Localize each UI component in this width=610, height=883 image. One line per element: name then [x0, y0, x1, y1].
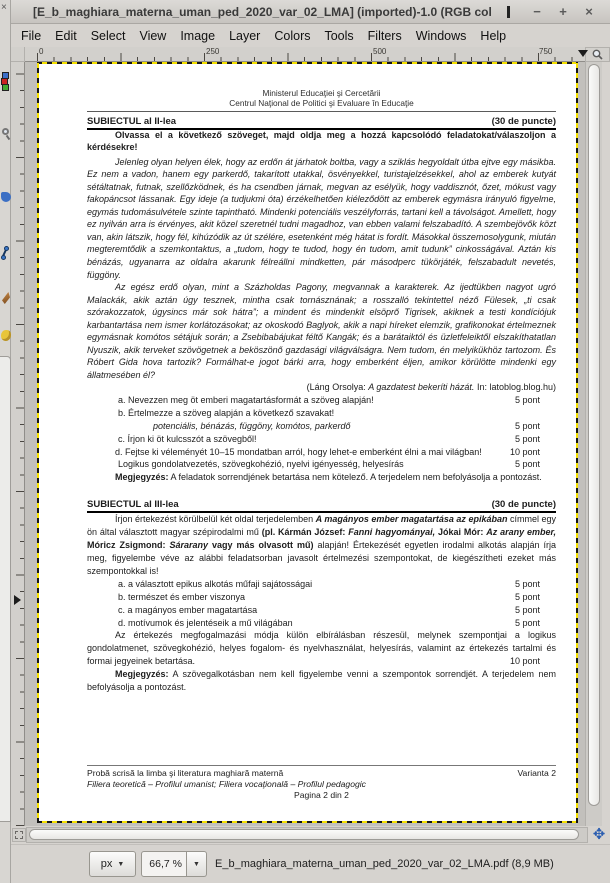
horizontal-scroll-row — [11, 826, 610, 844]
menu-windows[interactable]: Windows — [415, 28, 467, 43]
subject2-points: (30 de puncte) — [491, 116, 556, 127]
perspective-tool-icon[interactable] — [1, 192, 11, 208]
menu-select[interactable]: Select — [90, 28, 126, 43]
task-row: a. a választott epikus alkotás műfaji sajátosságai 5 pont — [118, 578, 540, 589]
footer-page-number: Pagina 2 din 2 — [294, 790, 349, 800]
pencil-tool-icon[interactable] — [1, 292, 11, 308]
subject2-note: Megjegyzés: A feladatok sorrendjének betartása nem kötelező. A terjedelem nem befolyásolja a pontozást. — [115, 472, 542, 483]
ruler-row — [11, 47, 610, 62]
subject3-criteria: Az értekezés megfogalmazási módja külön elbírálásban részesül, melynek szempontjai a logikus gondolatmenet, szövegkohézió, helyes fogalom- és nyelvhasználat, helyesírás, valamint az értekezés tartalmi és formai jegyeinek betartása. 10 pont — [87, 630, 556, 667]
maximize-button[interactable]: + — [559, 4, 567, 19]
footer-divider — [87, 765, 556, 766]
menubar — [11, 24, 610, 47]
menu-image[interactable]: Image — [180, 28, 216, 43]
source-attribution: (Láng Orsolya: A gazdatest bekeríti házát. In: latoblog.blog.hu) — [306, 382, 556, 393]
toolbox-close-icon[interactable]: × — [1, 2, 7, 13]
task-row: c. a magányos ember magatartása 5 pont — [118, 604, 540, 615]
zoom-level-input[interactable] — [141, 851, 187, 877]
layer-boundary-right — [576, 62, 578, 823]
horizontal-scrollbar-thumb[interactable] — [29, 829, 579, 840]
ministry-header — [87, 88, 556, 108]
vertical-scrollbar[interactable] — [585, 62, 602, 826]
gimp-image-window — [11, 0, 610, 883]
task-row: potenciális, bénázás, függöny, komótos, parkerdő 5 pont — [153, 420, 540, 431]
menu-colors[interactable]: Colors — [274, 28, 311, 43]
subject3-note: Megjegyzés: A szövegalkotásban nem kell figyelembe venni a szempontok sorrendjét. A terjedelem nem befolyásolja a pontozást. — [87, 669, 556, 693]
document-page — [37, 62, 578, 823]
file-info-status: E_b_maghiara_materna_uman_ped_2020_var_02_LMA.pdf (8,9 MB) — [215, 858, 554, 870]
task-row: c. Írjon ki öt kulcsszót a szövegből! 5 pont — [118, 433, 540, 444]
task-row: b. Értelmezze a szöveg alapján a következő szavakat! — [118, 407, 335, 418]
subject2-paragraph2: Az egész erdő olyan, mint a Százholdas Pagony, megvannak a karakterek. Az ijedtükben nagyot ugró Malackák, akik aztán úgy tesznek, mintha csak tornásznának; a rosszalló tekintettel néző Fülesek, „ti csak szórakozzatok, úgysincs már sok hátra”; a mindent és mindenkit elsöprő Tigrisek, akiknek a testi kondíciójuk karbantartása nem ismer korlátozásokat; az okoskodó Baglyok, akik a napi híreket elemzik, grafikonokat értelmeznek egymásnak komótos sétájuk során; a Zsebibabájukat féltő Kangák; és a barátaiktól és üzletfeleiktől elszakíthatatlan Nyuszik, akik terveket szövögetnek a beköszönő gazdasági világválságra. Nem tudom, én melyikükhöz tartozom. És Róbert Gida hova tartozik? Formálhat-e jogot bárki arra, hogy emberként éljen, amikor körülötte mindenki egy állatmesében él? — [87, 282, 556, 380]
titlebar[interactable] — [11, 0, 610, 24]
subject3-title: SUBIECTUL al III-lea — [87, 499, 179, 511]
page-footer — [87, 765, 556, 801]
subject3-points: (30 de puncte) — [491, 499, 556, 511]
subject3-intro: Írjon értekezést körülbelül két oldal terjedelemben A magányos ember magatartása az epikában címmel egy ön által választott magyar szépirodalmi mű (pl. Kármán József: Fanni hagyományai, Jókai Mór: Az arany ember, Móricz Zsigmond: Sárarany vagy más olvasott mű) alapján! Értekezését egyetlen irodalmi alkotás alapján írja meg, figyelembe véve az alábbi feladatsorban javasolt értelmezési szempontokat, de kiegészítheti ezeket más szempontokkal is! — [87, 514, 556, 576]
footer-profile: Filiera teoretică – Profilul umanist; Filiera vocaţională – Profilul pedagogic — [87, 779, 366, 789]
magnifier-icon — [592, 49, 603, 60]
tool-options-panel-edge — [0, 356, 11, 822]
smudge-tool-icon[interactable] — [1, 330, 11, 346]
menu-help[interactable]: Help — [480, 28, 507, 43]
statusbar — [11, 844, 610, 883]
zoom-follow-window-button[interactable] — [585, 47, 610, 62]
unit-select[interactable] — [89, 851, 136, 877]
footer-exam-name: Probă scrisă la limba şi literatura maghiară maternă — [87, 768, 284, 778]
window-title: [E_b_maghiara_materna_uman_ped_2020_var_02_LMA] (imported)-1.0 (RGB col — [33, 4, 492, 19]
header-divider — [87, 111, 556, 112]
subject3-heading — [87, 499, 556, 513]
layer-boundary-left — [37, 62, 39, 823]
footer-variant: Varianta 2 — [517, 768, 556, 778]
close-button[interactable]: × — [585, 4, 593, 19]
pointer-position-marker — [578, 50, 588, 57]
subject2-paragraph1: Jelenleg olyan helyen élek, hogy az erdőn át járhatok boltba, vagy a sziklás hegyoldalt útba ejtve egy másikba. Ez nem a vadon, hanem egy parkerdő, takarított utakkal, ösvényekkel, turistajelzésekkel, ahol az emberek kutyát sétáltatnak, futnak, szellőzködnek, és ha csendben járnak, megvan az esélyük, hogy vaddisznót, őzet, mókust vagy fakopáncsot lássanak. Egy ideje (a tudjukmi óta) érzékelhetően kiéleződött az emberek egymásra irányuló figyelme, egymás tudomásulvétele szinte tapintható. Mindenki potenciális veszélyforrás, tartani kell a távolságot. Amellett, hogy ez nyilván arra is érvényes, akit közel szeretnél tudni magadhoz, van ebben valami felszabadító. A szembejövők közt van, akin látszik, hogy fél, kihúzódik az út szélére, esetenként még hátat is fordít. Másokkal összemosolygunk, miután megteremtődik a szemkontaktus, a „tudom, hogy te tudod, hogy én tudom, amit tudunk” cinkosságával. Aztán kis bénázás, ugyanarra az oldalra akarunk félreállni mindketten, pár másodperc tükörjáték, felszabadult nevetés, függöny. — [87, 156, 556, 280]
ruler-label: 0 — [39, 47, 44, 56]
chevron-down-icon: ▼ — [117, 860, 125, 868]
header-line2: Centrul Naţional de Politici şi Evaluare în Educaţie — [229, 98, 414, 108]
task-row: b. természet és ember viszonya 5 pont — [118, 591, 540, 602]
zoom-value: 66,7 % — [149, 858, 182, 870]
document-content — [37, 62, 578, 823]
task-row: a. Nevezzen meg öt emberi magatartásformát a szöveg alapján! 5 pont — [118, 394, 540, 405]
zoom-dropdown-button[interactable] — [187, 851, 207, 877]
unit-label: px — [100, 858, 113, 870]
ruler-label: 750 — [539, 47, 553, 56]
task-row: d. motívumok és jelentéseik a mű világában 5 pont — [118, 617, 540, 628]
menu-filters[interactable]: Filters — [367, 28, 402, 43]
menu-file[interactable]: File — [21, 28, 42, 43]
vertical-ruler[interactable] — [11, 62, 25, 826]
menu-view[interactable]: View — [139, 28, 167, 43]
horizontal-scrollbar[interactable] — [26, 827, 588, 843]
canvas[interactable] — [25, 62, 585, 826]
color-swatch-icon[interactable] — [1, 72, 11, 88]
chevron-down-icon: ▼ — [193, 860, 200, 868]
paths-tool-icon[interactable] — [1, 246, 11, 262]
quick-mask-icon — [15, 831, 23, 839]
menu-tools[interactable]: Tools — [324, 28, 354, 43]
subject2-intro: Olvassa el a következő szöveget, majd oldja meg a hozzá kapcsolódó feladatokat/válaszoljon a kérdésekre! — [87, 130, 556, 152]
menu-layer[interactable]: Layer — [229, 28, 261, 43]
zoom-tool-icon[interactable] — [1, 128, 11, 144]
header-line1: Ministerul Educaţiei şi Cercetării — [262, 88, 381, 98]
ruler-corner — [11, 47, 25, 62]
subject2-title: SUBIECTUL al II-lea — [87, 116, 177, 127]
task-d: d. Fejtse ki véleményét 10–15 mondatban arról, hogy lehet-e emberként élni a mai világban! 10 pont — [115, 446, 540, 457]
menu-edit[interactable]: Edit — [55, 28, 77, 43]
quick-mask-toggle[interactable] — [12, 828, 26, 842]
minimize-button[interactable]: − — [533, 4, 541, 19]
text-cursor — [507, 6, 510, 18]
navigation-cross-button[interactable]: ✥ — [592, 826, 606, 843]
section-gap — [87, 484, 556, 497]
toolbox-window-sliver — [0, 0, 11, 883]
work-area — [11, 62, 610, 826]
subject2-heading — [87, 116, 556, 130]
ruler-label: 500 — [373, 47, 387, 56]
horizontal-ruler[interactable] — [25, 47, 585, 62]
vertical-scrollbar-thumb[interactable] — [588, 64, 600, 806]
layer-boundary-top — [37, 62, 578, 64]
ruler-label: 250 — [206, 47, 220, 56]
criteria-row: Logikus gondolatvezetés, szövegkohézió, nyelvi igényesség, helyesírás 5 pont — [118, 459, 540, 470]
pointer-position-marker — [14, 595, 21, 605]
layer-boundary-bottom — [37, 821, 578, 823]
